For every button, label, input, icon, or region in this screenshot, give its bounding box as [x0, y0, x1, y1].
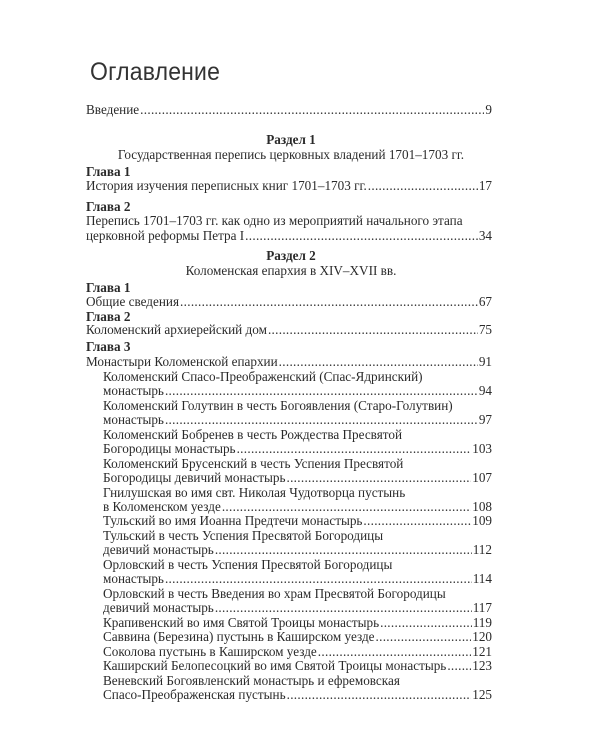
toc-page-number: 112: [472, 542, 492, 557]
toc-entry-monastery-5-line1[interactable]: Гнилушская во имя свт. Николая Чудотворца пустынь: [103, 485, 406, 500]
toc-entry-monastery-9-line1[interactable]: Орловский в честь Введения во храм Пресвятой Богородицы: [103, 586, 446, 601]
toc-entry-text: девичий монастырь: [103, 542, 214, 557]
toc-leader-dots: [287, 686, 472, 704]
toc-page-number: 75: [478, 322, 492, 337]
toc-entry-text: Введение: [86, 102, 140, 117]
toc-entry-s2-ch1[interactable]: [86, 293, 492, 311]
toc-entry-monastery-3-line1[interactable]: Коломенский Бобренев в честь Рождества Пресвятой: [103, 427, 403, 442]
toc-entry-s2-ch2[interactable]: [86, 321, 492, 339]
section-1-subtitle: Государственная перепись церковных владений 1701–1703 гг.: [117, 147, 465, 162]
section-2-chapter-3-label: Глава 3: [86, 339, 131, 354]
toc-entry-text: Общие сведения: [86, 294, 180, 309]
toc-page-number: 34: [478, 228, 492, 243]
toc-page-number: 67: [478, 294, 492, 309]
toc-entry-text: Монастыри Коломенской епархии: [86, 354, 278, 369]
toc-page-number: 123: [472, 658, 492, 673]
toc-entry-text: Богородицы девичий монастырь: [103, 470, 286, 485]
toc-entry-text: церковной реформы Петра I: [86, 228, 245, 243]
toc-page-number: 103: [472, 441, 492, 456]
toc-entry-text: Богородицы монастырь: [103, 441, 236, 456]
toc-entry-monastery-14[interactable]: [103, 686, 492, 704]
toc-page-number: 107: [472, 470, 492, 485]
toc-entry-text: монастырь: [103, 383, 164, 398]
toc-leader-dots: [268, 321, 478, 339]
toc-entry-monastery-4-line1[interactable]: Коломенский Брусенский в честь Успения Пресвятой: [103, 456, 404, 471]
section-2-subtitle: Коломенская епархия в XIV–XVII вв.: [185, 263, 397, 278]
toc-page-number: 94: [478, 383, 492, 398]
section-1-heading: Раздел 1: [266, 132, 316, 147]
toc-page-number: 125: [472, 687, 492, 702]
toc-page-number: 17: [478, 178, 492, 193]
toc-entry-text: Соколова пустынь в Каширском уезде: [103, 644, 317, 659]
toc-entry-monastery-2-line1[interactable]: Коломенский Голутвин в честь Богоявления (Старо-Голутвин): [103, 398, 453, 413]
toc-entry-intro[interactable]: [86, 101, 492, 119]
section-2-chapter-1-label: Глава 1: [86, 280, 131, 295]
toc-entry-text: Каширский Белопесоцкий во имя Святой Троицы монастырь: [103, 658, 447, 673]
toc-entry-s1-ch2[interactable]: [86, 227, 492, 245]
toc-page-number: 9: [485, 102, 492, 117]
toc-leader-dots: [180, 293, 478, 311]
toc-page-number: 114: [472, 571, 492, 586]
toc-entry-monastery-8-line1[interactable]: Орловский в честь Успения Пресвятой Богородицы: [103, 557, 393, 572]
toc-leader-dots: [368, 177, 478, 195]
toc-page-number: 97: [478, 412, 492, 427]
toc-entry-monastery-7-line1[interactable]: Тульский в честь Успения Пресвятой Богородицы: [103, 528, 384, 543]
section-2-chapter-2-label: Глава 2: [86, 309, 131, 324]
toc-page-number: 91: [478, 354, 492, 369]
toc-entry-s1-ch2-line1[interactable]: Перепись 1701–1703 гг. как одно из мероприятий начального этапа: [86, 213, 463, 228]
toc-entry-text: монастырь: [103, 412, 164, 427]
toc-entry-text: Тульский во имя Иоанна Предтечи монастырь: [103, 513, 363, 528]
toc-page-number: 108: [472, 499, 492, 514]
toc-page-number: 120: [472, 629, 492, 644]
toc-entry-text: Спасо-Преображенская пустынь: [103, 687, 286, 702]
toc-page-number: 121: [472, 644, 492, 659]
toc-leader-dots: [140, 101, 484, 119]
toc-entry-text: девичий монастырь: [103, 600, 214, 615]
toc-entry-text: в Коломенском уезде: [103, 499, 221, 514]
toc-entry-text: История изучения переписных книг 1701–1703 гг.: [86, 178, 367, 193]
toc-entry-s1-ch1[interactable]: [86, 177, 492, 195]
toc-page-number: 117: [472, 600, 492, 615]
section-1-chapter-1-label: Глава 1: [86, 164, 131, 179]
toc-leader-dots: [245, 227, 478, 245]
toc-entry-text: Крапивенский во имя Святой Троицы монастырь: [103, 615, 380, 630]
toc-entry-monastery-14-line1[interactable]: Веневский Богоявленский монастырь и ефремовская: [103, 673, 400, 688]
toc-page-number: 119: [472, 615, 492, 630]
toc-page-number: 109: [472, 513, 492, 528]
page-title: Оглавление: [90, 58, 221, 86]
section-2-heading: Раздел 2: [266, 248, 316, 263]
toc-entry-text: Коломенский архиерейский дом: [86, 322, 267, 337]
toc-entry-monastery-1-line1[interactable]: Коломенский Спасо-Преображенский (Спас-Ядринский): [103, 369, 423, 384]
section-1-chapter-2-label: Глава 2: [86, 199, 131, 214]
toc-entry-text: Саввина (Березина) пустынь в Каширском уезде: [103, 629, 375, 644]
toc-entry-text: монастырь: [103, 571, 164, 586]
